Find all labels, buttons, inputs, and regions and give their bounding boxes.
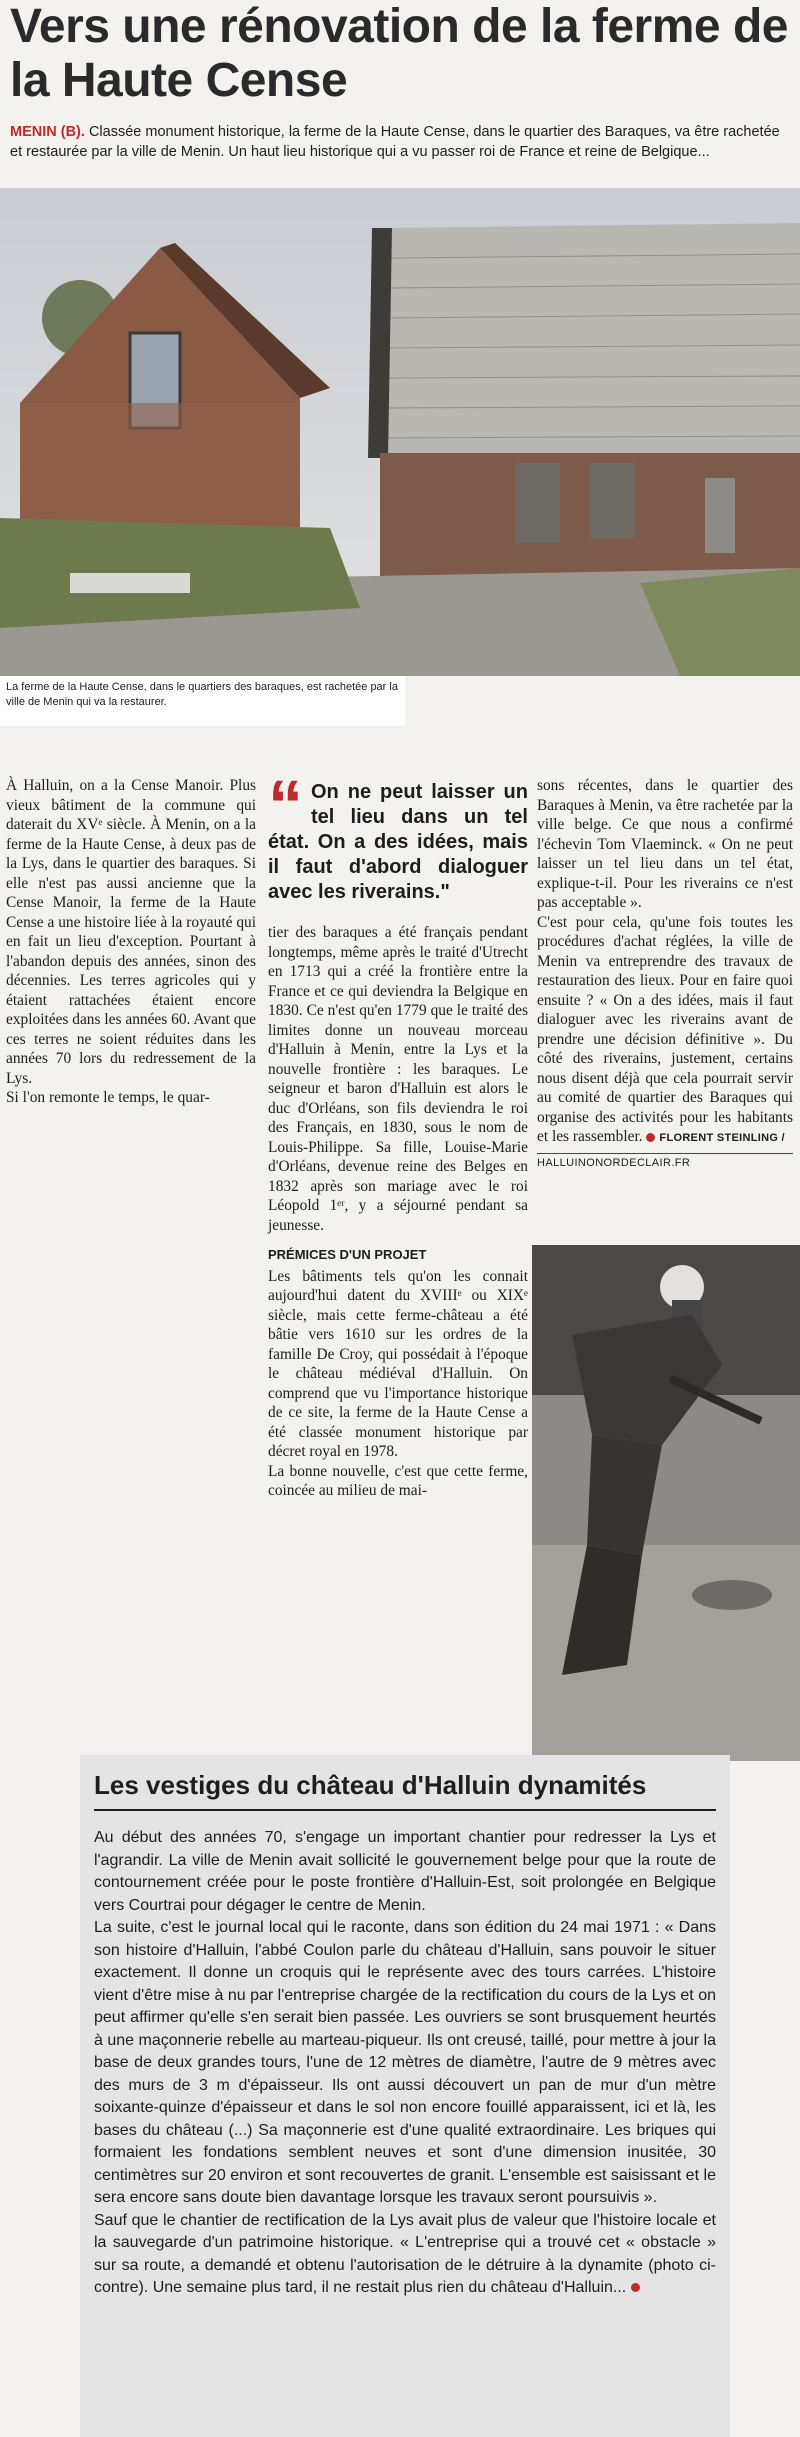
paragraph: La bonne nouvelle, c'est que cette ferme, coincée au milieu de mai-	[268, 1462, 528, 1499]
paragraph: sons récentes, dans le quartier des Baraques à Menin, va être rachetée par la ville belge. Ce que nous a confirmé l'échevin Tom Vlaeminck. « On ne peut laisser un tel lieu dans un tel état, explique-t-il. Pour les riverains ce n'est pas acceptable ».	[537, 777, 793, 911]
dateline: MENIN (B).	[10, 124, 85, 140]
subheading: PRÉMICES D'UN PROJET	[268, 1247, 427, 1262]
pull-quote	[268, 766, 528, 905]
farm-photo	[0, 188, 800, 676]
article-column-3	[537, 776, 793, 1173]
paragraph	[537, 913, 793, 1149]
headline: Vers une rénovation de la ferme de la Haute Cense	[10, 0, 788, 107]
quote-mark-icon: “	[268, 766, 303, 844]
paragraph: Si l'on remonte le temps, le quar-	[6, 1089, 210, 1106]
box-body	[94, 1827, 716, 2300]
paragraph: Les bâtiments tels qu'on les connait aujourd'hui datent du XVIIIᵉ ou XIXᵉ siècle, mais cette ferme-château a été bâtie vers 1610 sur les ordres de la famille De Croy, qui possédait à l'époque le château médiéval d'Halluin. On comprend que vu l'importance historique de ce site, la ferme de la Haute Cense a été classée monument historique par décret royal en 1978.	[268, 1267, 528, 1460]
dynamite-photo	[532, 1245, 800, 1761]
lead	[10, 122, 795, 162]
paragraph-text: C'est pour cela, qu'une fois toutes les procédures d'achat réglées, la ville de Menin va entreprendre des travaux de restauration des lieux. Pour en faire quoi ensuite ? « On a des idées, mais il faut dialoguer avec les riverains avant de prendre une décision définitive ». Du côté des riverains, justement, certains nous disent déjà que cela pourrait servir au comité de quartier des Baraques qui organise des activités pour les habitants et les rassembler.	[537, 913, 793, 1145]
paragraph: Au début des années 70, s'engage un important chantier pour redresser la Lys et l'agrandir. La ville de Menin avait sollicité le gouvernement belge pour que la route de contournement créée pour le poste frontière d'Halluin-Est, soit prolongée en Belgique vers Courtrai pour dégager le centre de Menin.	[94, 1829, 716, 1914]
end-dot-icon	[631, 2283, 640, 2292]
article-column-1	[6, 776, 256, 1108]
author: FLORENT STEINLING /	[659, 1132, 785, 1144]
pull-quote-text: On ne peut laisser un tel lieu dans un tel état. On a des idées, mais il faut d'abord dialoguer avec les riverains."	[268, 781, 528, 903]
website-link[interactable]: HALLUINONORDECLAIR.FR	[537, 1153, 793, 1174]
paragraph-text: Sauf que le chantier de rectification de la Lys avait plus de valeur que l'histoire locale et la sauvegarde d'un patrimoine historique. « L'entreprise qui a trouvé cet « obstacle » sur sa route, a demandé et obtenu l'autorisation de le détruire à la dynamite (photo ci-contre). Une semaine plus tard, il ne restait plus rien du château d'Halluin...	[94, 2211, 716, 2296]
lead-text: Classée monument historique, la ferme de la Haute Cense, dans le quartier des Baraques, va être rachetée et restaurée par la ville de Menin. Un haut lieu historique qui a vu passer roi de France et reine de Belgique...	[10, 124, 780, 160]
paragraph: La suite, c'est le journal local qui le raconte, dans son édition du 24 mai 1971 : « Dans son histoire d'Halluin, l'abbé Coulon parle du château d'Halluin, sans pouvoir le situer exactement. Il donne un croquis qui le représente avec des tours carrées. L'histoire vient d'être mise à nu par l'entreprise chargée de la rectification du cours de la Lys et on peut affirmer qu'elle s'en serait bien passée. Les ouvriers se sont brusquement heurtés à une maçonnerie rebelle au marteau-piqueur. Ils ont creusé, taillé, pour mettre à jour la base de deux grandes tours, l'une de 12 mètres de diamètre, l'autre de 9 mètres avec des murs de 3 m d'épaisseur. Ils ont aussi découvert un pan de mur d'un mètre soixante-quinze d'épaisseur et dans le sol non encore fouillé apparaissent, ici et là, les bases du château (...) Sa maçonnerie est d'une qualité extraordinaire. Les briques qui formaient les fondations semblent neuves et sont d'une dimension inusitée, 30 centimètres sur 20 environ et sont recouvertes de granit. L'ensemble est saisissant et le sera encore sans doute bien davantage lorsque les travaux seront poursuivis ».	[94, 1919, 716, 2206]
photo-caption: La ferme de la Haute Cense, dans le quartiers des baraques, est rachetée par la ville de Menin qui va la restaurer.	[0, 676, 405, 726]
paragraph	[94, 2210, 716, 2300]
box-title: Les vestiges du château d'Halluin dynamités	[94, 1769, 716, 1811]
paragraph: tier des baraques a été français pendant longtemps, même après le traité d'Utrecht en 1713 qui a créé la frontière entre la France et ce qui deviendra la Belgique en 1830. Ce n'est qu'en 1779 que le traité des limites donne un nouveau morceau d'Halluin à Menin, entre la Lys et la nouvelle frontière : les baraques. Le seigneur et baron d'Halluin est alors le duc d'Orléans, son fils deviendra le roi des Français, en 1830, sous le nom de Louis-Philippe. Sa fille, Louise-Marie d'Orléans, devenue reine des Belges en 1832 après son mariage avec le roi Léopold 1ᵉʳ, y a séjourné pendant sa jeunesse.	[268, 924, 528, 1234]
paragraph: À Halluin, on a la Cense Manoir. Plus vieux bâtiment de la commune qui daterait du XVᵉ siècle. À Menin, on a la ferme de la Haute Cense, à deux pas de la Lys, dans le quartier des baraques. Si elle n'est pas aussi ancienne que la Cense Manoir, la ferme de la Haute Cense a une histoire liée à la royauté qui en fait un lieu d'exception. Pourtant à l'abandon depuis des années, sinon des décennies. Les terres agricoles qui y étaient rattachées étaient encore exploitées dans les années 60. Avant que ces terres ne soient réduites dans les années 70 lors du redressement de la Lys.	[6, 777, 256, 1087]
article-column-2	[268, 766, 528, 1501]
end-dot-icon	[646, 1133, 655, 1142]
sidebar-box	[80, 1755, 730, 2437]
